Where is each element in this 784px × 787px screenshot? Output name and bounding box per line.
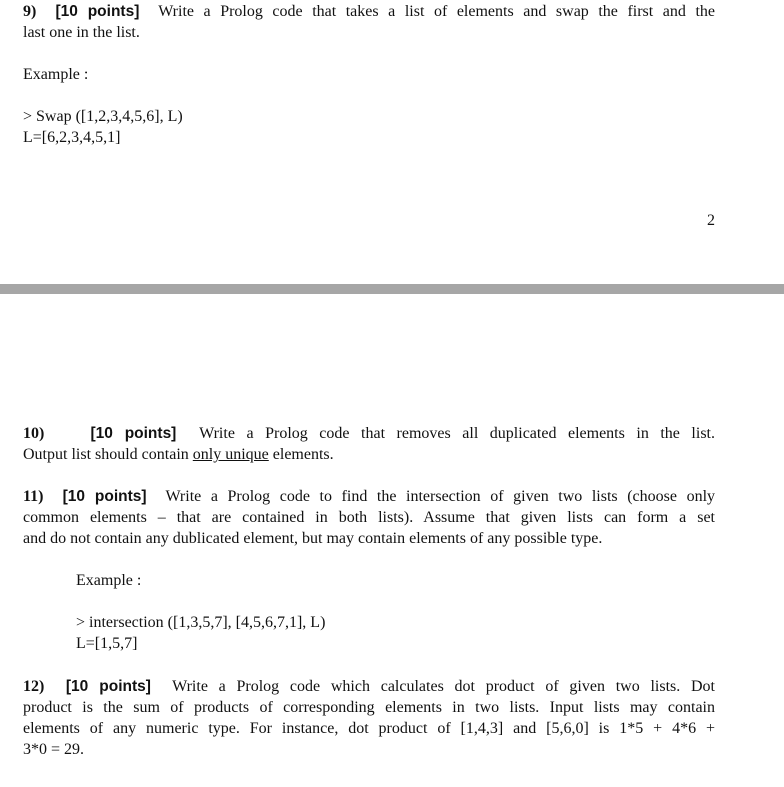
q10-line2-before: Output list should contain xyxy=(23,446,193,463)
q11-number: 11) xyxy=(23,488,44,505)
q9-points: [10 points] xyxy=(55,3,140,20)
q11-example-query: > intersection ([1,3,5,7], [4,5,6,7,1], L) xyxy=(76,614,326,631)
q12-number: 12) xyxy=(23,678,45,695)
q12-text-line2: product is the sum of products of corresponding elements in two lists. Input lists may contain xyxy=(23,699,715,716)
q12-first-line xyxy=(23,676,715,697)
q12-text-line4: 3*0 = 29. xyxy=(23,741,85,758)
page-separator xyxy=(0,284,784,294)
q11-text-line3: and do not contain any dublicated element, but may contain elements of any possible type. xyxy=(23,530,603,547)
q11-example-label: Example : xyxy=(76,572,142,589)
document-page-bottom xyxy=(0,294,784,787)
document-page-top xyxy=(0,0,784,284)
q9-example-result: L=[6,2,3,4,5,1] xyxy=(23,129,121,146)
q10-first-line xyxy=(23,423,715,444)
q10-points: [10 points] xyxy=(90,425,177,442)
q9-text-line2: last one in the list. xyxy=(23,24,140,41)
q9-text-line1: Write a Prolog code that takes a list of elements and swap the first and the xyxy=(158,3,715,20)
q11-text-line1: Write a Prolog code to find the intersection of given two lists (choose only xyxy=(165,488,716,505)
q12-text-line1: Write a Prolog code which calculates dot product of given two lists. Dot xyxy=(172,678,715,695)
q12-points: [10 points] xyxy=(65,678,151,695)
page-number: 2 xyxy=(707,212,715,229)
q9-first-line xyxy=(23,1,715,22)
q11-points: [10 points] xyxy=(62,488,147,505)
q10-number: 10) xyxy=(23,425,45,442)
q10-line2-after: elements. xyxy=(268,446,334,463)
q11-example-result: L=[1,5,7] xyxy=(76,635,138,652)
q10-text-line1: Write a Prolog code that removes all duplicated elements in the list. xyxy=(199,425,715,442)
q11-text-line2: common elements – that are contained in both lists). Assume that given lists can form a set xyxy=(23,509,715,526)
q9-example-query: > Swap ([1,2,3,4,5,6], L) xyxy=(23,108,183,125)
q9-example-label: Example : xyxy=(23,66,89,83)
q10-text-line2 xyxy=(23,444,334,465)
q9-number: 9) xyxy=(23,3,37,20)
q10-underlined-text: only unique xyxy=(192,446,269,463)
q11-first-line xyxy=(23,486,715,507)
q12-text-line3: elements of any numeric type. For instance, dot product of [1,4,3] and [5,6,0] is 1*5 + 4*6 + xyxy=(23,720,715,737)
